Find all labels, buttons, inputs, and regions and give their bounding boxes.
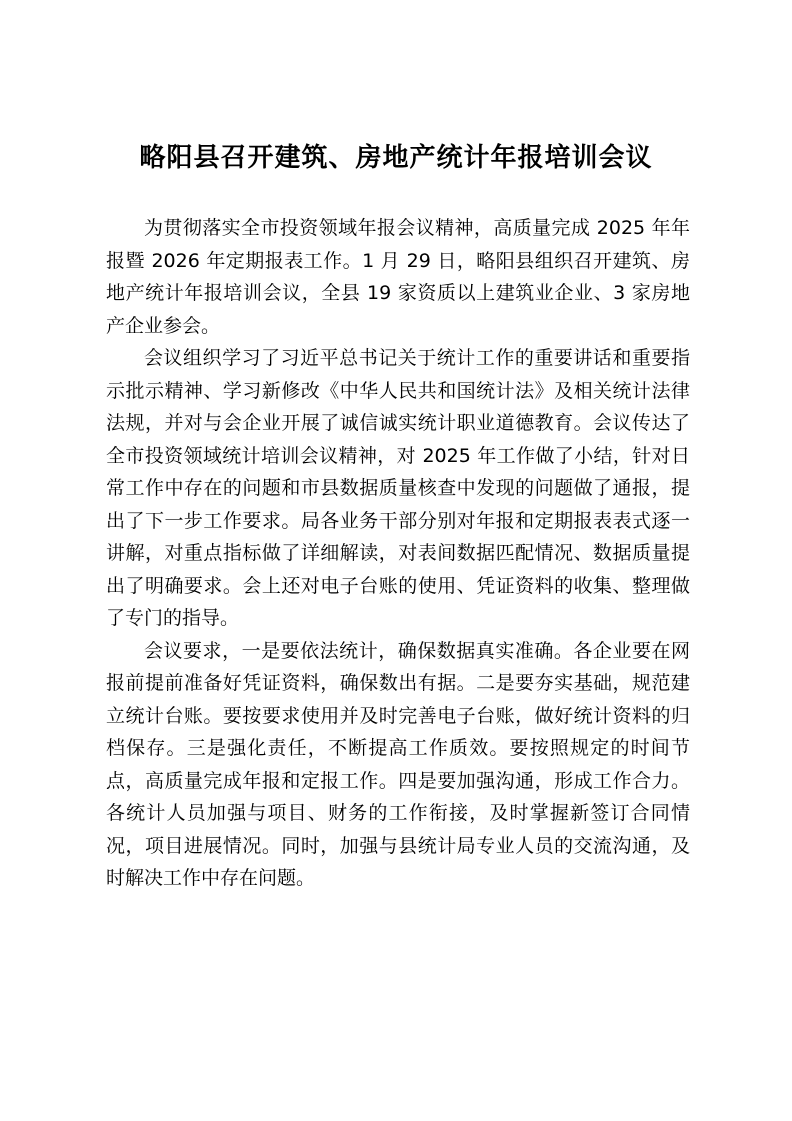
paragraph-1: 为贯彻落实全市投资领域年报会议精神，高质量完成 2025 年年报暨 2026 年定期报表工作。1 月 29 日，略阳县组织召开建筑、房地产统计年报培训会议，全县 19 家资质以上建筑业企业、3 家房地产企业参会。: [106, 217, 690, 337]
document-body: [106, 212, 690, 895]
paragraph-2: 会议组织学习了习近平总书记关于统计工作的重要讲话和重要指示批示精神、学习新修改《中华人民共和国统计法》及相关统计法律法规，并对与会企业开展了诚信诚实统计职业道德教育。会议传达了全市投资领域统计培训会议精神，对 2025 年工作做了小结，针对日常工作中存在的问题和市县数据质量核查中发现的问题做了通报，提出了下一步工作要求。局各业务干部分别对年报和定期报表表式逐一讲解，对重点指标做了详细解读，对表间数据匹配情况、数据质量提出了明确要求。会上还对电子台账的使用、凭证资料的收集、整理做了专门的指导。: [106, 347, 690, 629]
paragraph-3: 会议要求，一是要依法统计，确保数据真实准确。各企业要在网报前提前准备好凭证资料，确保数出有据。二是要夯实基础，规范建立统计台账。要按要求使用并及时完善电子台账，做好统计资料的归档保存。三是强化责任，不断提高工作质效。要按照规定的时间节点，高质量完成年报和定报工作。四是要加强沟通，形成工作合力。各统计人员加强与项目、财务的工作衔接，及时掌握新签订合同情况，项目进展情况。同时，加强与县统计局专业人员的交流沟通，及时解决工作中存在问题。: [106, 639, 690, 889]
document-title: 略阳县召开建筑、房地产统计年报培训会议: [139, 143, 653, 173]
